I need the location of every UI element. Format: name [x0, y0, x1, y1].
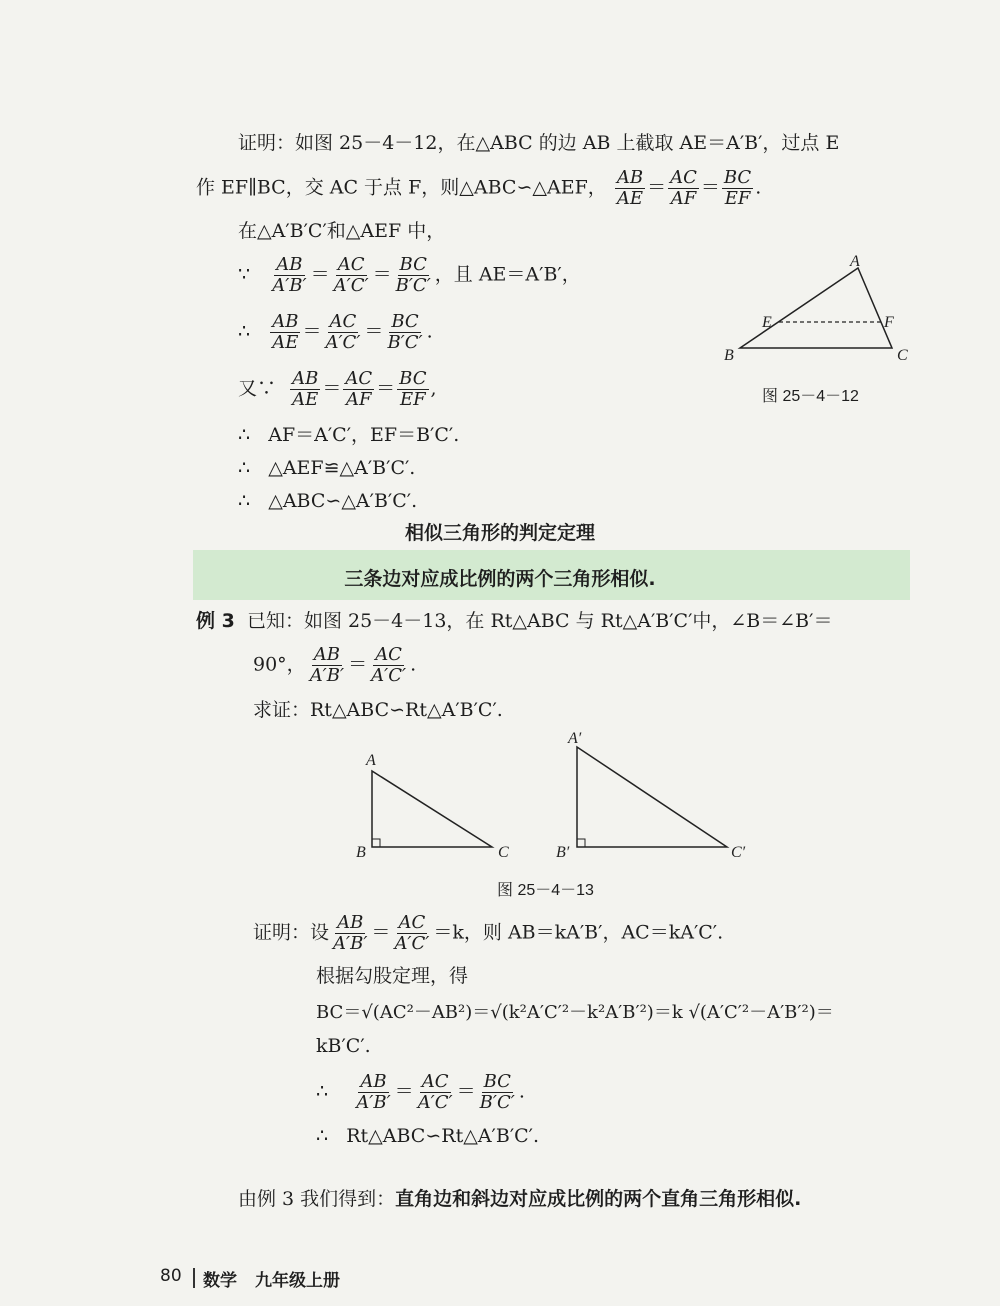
- example3-given-line2-text: 90°，: [253, 653, 306, 676]
- label-a: A: [366, 752, 376, 769]
- label-cp: C′: [731, 844, 746, 861]
- example3-proof-line1-pre: 证明：设: [253, 921, 330, 944]
- proof1-line6: 又∵ $\frac{AB}{AE}$ ＝ $\frac{AC}{AF}$ ＝ $\frac{BC}{EF}$ ,: [238, 368, 437, 410]
- therefore-symbol: ∴: [316, 1080, 329, 1103]
- label-b: B: [724, 347, 734, 364]
- fraction: $\frac{AB}{AE}$: [272, 311, 299, 353]
- footer-grade: 九年级上册: [255, 1271, 340, 1291]
- label-bp: B′: [556, 844, 570, 861]
- example3-conclusion: Rt△ABC∽Rt△A′B′C′.: [346, 1125, 540, 1147]
- example3-proof-line6: [316, 1123, 539, 1149]
- because-symbol: ∵: [238, 263, 251, 286]
- theorem-title: 相似三角形的判定定理: [404, 522, 595, 544]
- footer-subject: 数学: [203, 1271, 237, 1291]
- label-e: E: [762, 314, 772, 331]
- fraction: $\frac{BC}{EF}$: [723, 167, 752, 209]
- label-b: B: [356, 844, 366, 861]
- example3-proof-line2: 根据勾股定理，得: [316, 965, 469, 987]
- fraction: $\frac{BC}{B'C'}$: [387, 311, 423, 353]
- triangle-abc: [740, 268, 892, 348]
- figure-25-4-12-caption: 图 25－4－12: [762, 388, 859, 405]
- fraction: $\frac{AC}{AF}$: [670, 167, 697, 209]
- footer-divider: [193, 1268, 195, 1288]
- fraction: $\frac{BC}{B'C'}$: [395, 254, 431, 296]
- figure-25-4-12: [720, 250, 920, 370]
- label-c: C: [498, 844, 509, 861]
- fraction: $\frac{AB}{A'B'}$: [309, 644, 345, 686]
- right-angle-mark: [372, 839, 380, 847]
- summary-bold: 直角边和斜边对应成比例的两个直角三角形相似.: [395, 1188, 802, 1210]
- example3-prove: 求证：Rt△ABC∽Rt△A′B′C′.: [253, 699, 503, 721]
- example3-label: 例 3: [196, 610, 235, 632]
- proof1-line4-text: ，且 AE＝A′B′，: [434, 263, 581, 286]
- therefore-symbol: ∴: [316, 1125, 329, 1147]
- summary: [238, 1186, 801, 1212]
- proof1-line4: ∵ $\frac{AB}{A'B'}$ ＝ $\frac{AC}{A'C'}$ ＝ $\frac{BC}{B'C'}$ ，且 AE＝A′B′，: [238, 254, 581, 296]
- also-because-symbol: 又∵: [238, 377, 277, 400]
- proof1-line5: ∴ $\frac{AB}{AE}$ ＝ $\frac{AC}{A'C'}$ ＝ $\frac{BC}{B'C'}$ .: [238, 311, 433, 353]
- fraction: $\frac{AB}{AE}$: [292, 368, 319, 410]
- page-number: 80: [160, 1266, 182, 1286]
- fraction: $\frac{AB}{AE}$: [616, 167, 644, 209]
- fraction: $\frac{BC}{B'C'}$: [479, 1071, 515, 1113]
- proof1-line2-text: 作 EF∥BC，交 AC 于点 F，则△ABC∽△AEF，: [196, 176, 607, 199]
- proof1-line7: [238, 422, 459, 448]
- triangle-abc-right: [372, 771, 492, 847]
- example3-proof-line5: ∴ $\frac{AB}{A'B'}$ ＝ $\frac{AC}{A'C'}$ ＝ $\frac{BC}{B'C'}$ .: [316, 1071, 525, 1113]
- label-c: C: [897, 347, 908, 364]
- proof1-line1: 证明：如图 25－4－12，在△ABC 的边 AB 上截取 AE＝A′B′，过点 E: [238, 132, 840, 154]
- proof1-line8: [238, 455, 415, 481]
- example3-proof-line1-post: ＝k，则 AB＝kA′B′，AC＝kA′C′.: [433, 921, 724, 944]
- proof1-line7-text: AF＝A′C′，EF＝B′C′.: [268, 424, 460, 446]
- label-ap: A′: [568, 730, 582, 747]
- fraction: $\frac{AC}{A'C'}$: [417, 1071, 453, 1113]
- label-f: F: [884, 314, 894, 331]
- summary-pre: 由例 3 我们得到：: [238, 1188, 396, 1210]
- fraction: $\frac{AC}{A'C'}$: [325, 311, 361, 353]
- proof1-line8-text: △AEF≌△A′B′C′.: [268, 457, 416, 479]
- example3-given-line2: 90°， $\frac{AB}{A'B'}$ ＝ $\frac{AC}{A'C'}$ .: [253, 644, 417, 686]
- fraction: $\frac{AB}{A'B'}$: [356, 1071, 391, 1113]
- theorem-statement: 三条边对应成比例的两个三角形相似.: [344, 568, 656, 590]
- example3-proof-line1: 证明：设 $\frac{AB}{A'B'}$ ＝ $\frac{AC}{A'C'}$ ＝k，则 AB＝kA′B′，AC＝kA′C′.: [253, 912, 724, 954]
- therefore-symbol: ∴: [238, 424, 251, 446]
- fraction: $\frac{AC}{AF}$: [345, 368, 373, 410]
- example3-proof-line4: kB′C′.: [316, 1035, 371, 1057]
- proof1-line9: [238, 488, 417, 514]
- proof1-line3: 在△A′B′C′和△AEF 中，: [238, 220, 446, 242]
- fraction: $\frac{AC}{A'C'}$: [371, 644, 407, 686]
- therefore-symbol: ∴: [238, 457, 251, 479]
- proof1-line2: 作 EF∥BC，交 AC 于点 F，则△ABC∽△AEF， $\frac{AB}{AE}$ ＝ $\frac{AC}{AF}$ ＝ $\frac{BC}{EF}$ .: [196, 167, 762, 209]
- label-a: A: [850, 253, 860, 270]
- example3-given-text: 已知：如图 25－4－13，在 Rt△ABC 与 Rt△A′B′C′中，∠B＝∠B′＝: [246, 610, 833, 632]
- triangle-apbpcp-right: [577, 747, 727, 847]
- fraction: $\frac{AC}{A'C'}$: [333, 254, 369, 296]
- example3-proof-line3: BC＝√(AC²－AB²)＝√(k²A′C′²－k²A′B′²)＝k √(A′C′²－A′B′²)＝: [316, 1002, 834, 1023]
- right-angle-mark: [577, 839, 585, 847]
- figure-25-4-13-caption: 图 25－4－13: [497, 882, 594, 899]
- therefore-symbol: ∴: [238, 490, 251, 512]
- example3-given: [196, 608, 832, 634]
- fraction: $\frac{BC}{EF}$: [399, 368, 427, 410]
- fraction: $\frac{AB}{A'B'}$: [272, 254, 307, 296]
- therefore-symbol: ∴: [238, 320, 251, 343]
- figure-25-4-13: [350, 725, 770, 875]
- fraction: $\frac{AB}{A'B'}$: [333, 912, 368, 954]
- fraction: $\frac{AC}{A'C'}$: [394, 912, 430, 954]
- proof1-line9-text: △ABC∽△A′B′C′.: [268, 490, 418, 512]
